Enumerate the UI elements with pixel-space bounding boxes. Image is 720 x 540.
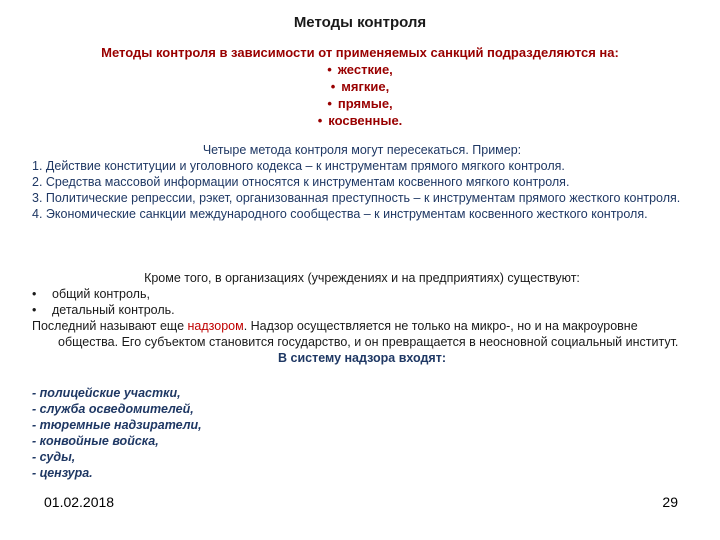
control-types-list bbox=[0, 61, 720, 129]
example-item: 1. Действие конституции и уголовного кодекса – к инструментам прямого мягкого контроля. bbox=[32, 159, 565, 173]
list-item: - полицейские участки, bbox=[32, 386, 181, 400]
list-item: • детальный контроль. bbox=[32, 303, 175, 317]
slide-title: Методы контроля bbox=[293, 14, 427, 31]
examples-section bbox=[32, 142, 692, 222]
list-item: • косвенные. bbox=[317, 113, 403, 128]
list-item: - служба осведомителей, bbox=[32, 402, 194, 416]
bullet-icon: • bbox=[32, 287, 37, 301]
list-item: • общий контроль, bbox=[32, 287, 150, 301]
example-item: 2. Средства массовой информации относятся к инструментам косвенного мягкого контроля. bbox=[32, 175, 570, 189]
list-item: - цензура. bbox=[32, 466, 93, 480]
bullet-icon: • bbox=[330, 79, 336, 94]
organization-lead: Кроме того, в организациях (учреждениях и на предприятиях) существуют: bbox=[144, 271, 580, 285]
examples-lead: Четыре метода контроля могут пересекаться. Пример: bbox=[202, 143, 522, 157]
supervision-paragraph: Последний называют еще надзором. Надзор осуществляется не только на микро-, но и на макроуровне общества. Его субъектом становится государство, и он превращается в неосновной социальный институт. bbox=[32, 319, 679, 349]
system-list bbox=[32, 385, 432, 481]
bullet-icon: • bbox=[32, 303, 37, 317]
list-item: • прямые, bbox=[327, 96, 393, 111]
list-item: - тюремные надзиратели, bbox=[32, 418, 202, 432]
list-item: • жесткие, bbox=[327, 62, 393, 77]
example-item: 3. Политические репрессии, рэкет, организованная преступность – к инструментам прямого жесткого контроля. bbox=[32, 191, 681, 205]
system-heading: В систему надзора входят: bbox=[278, 351, 446, 365]
page-number: 29 bbox=[662, 494, 678, 510]
bullet-icon: • bbox=[327, 96, 332, 111]
list-item: - конвойные войска, bbox=[32, 434, 159, 448]
supervision-highlight: надзором bbox=[187, 319, 244, 333]
organization-section bbox=[32, 270, 692, 366]
list-item: • мягкие, bbox=[330, 79, 390, 94]
bullet-icon: • bbox=[327, 62, 332, 77]
footer-date: 01.02.2018 bbox=[44, 494, 115, 510]
list-item: - суды, bbox=[32, 450, 76, 464]
intro-section bbox=[0, 44, 720, 129]
bullet-icon: • bbox=[317, 113, 323, 128]
intro-text: Методы контроля в зависимости от применяемых санкций подразделяются на: bbox=[101, 45, 619, 60]
example-item: 4. Экономические санкции международного сообщества – к инструментам косвенного жесткого контроля. bbox=[32, 207, 648, 221]
